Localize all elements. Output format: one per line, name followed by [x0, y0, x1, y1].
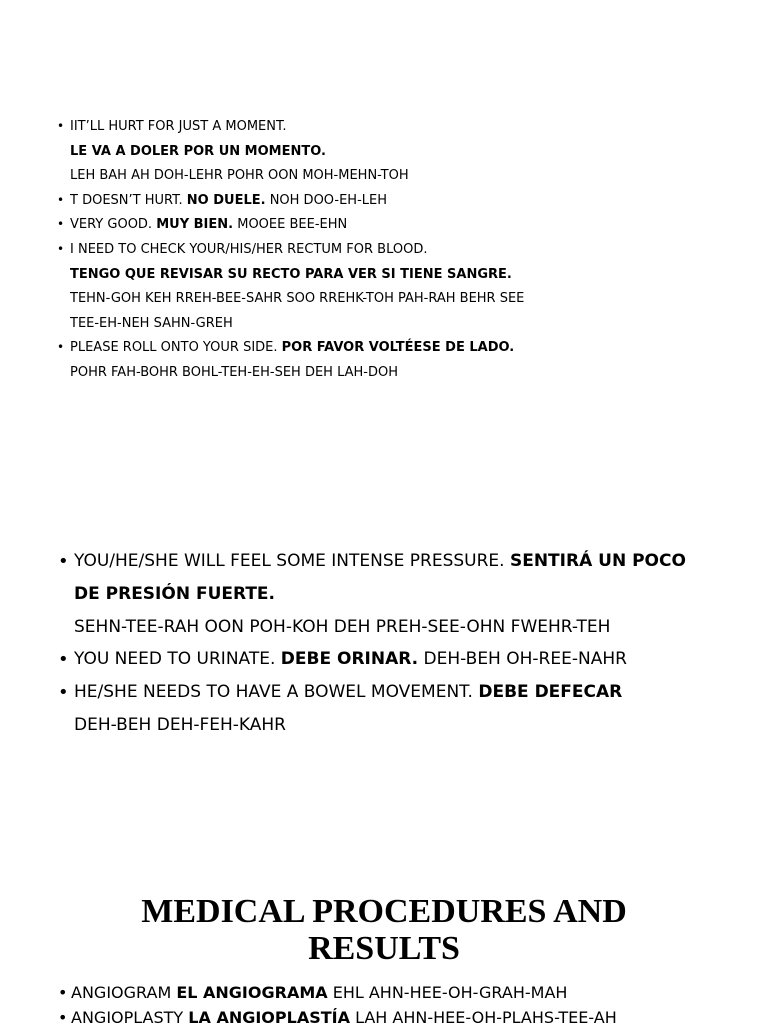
- bullet-line: [70, 120, 287, 133]
- line-text: ANGIOPLASTY: [71, 1008, 189, 1027]
- bullet-dot-icon: •: [57, 119, 65, 133]
- line-text: IIT’LL HURT FOR JUST A MOMENT.: [70, 119, 287, 134]
- bullet-line: [70, 243, 427, 256]
- bullet-line: [70, 366, 398, 379]
- line-text: VERY GOOD.: [70, 217, 157, 233]
- bullet-line: [71, 985, 567, 1001]
- bullet-line: [74, 684, 622, 701]
- bullet-line: [70, 194, 387, 207]
- bullet-dot-icon: •: [58, 682, 69, 704]
- bullet-line: [70, 292, 524, 305]
- spanish-text: DEBE DEFECAR: [478, 682, 623, 703]
- bullet-dot-icon: •: [57, 192, 65, 207]
- bullet-dot-icon: •: [57, 217, 65, 232]
- bullet-line: [70, 317, 233, 330]
- line-text: TEHN-GOH KEH RREH-BEE-SAHR SOO RREHK-TOH PAH-RAH BEHR SEE: [70, 291, 525, 307]
- spanish-text: MUY BIEN.: [156, 217, 234, 233]
- bullet-line: [70, 341, 514, 354]
- bullet-dot-icon: •: [58, 551, 69, 572]
- bullet-dot-icon: •: [58, 1008, 68, 1027]
- line-text: T DOESN’T HURT.: [70, 192, 187, 208]
- line-text: DEH-BEH DEH-FEH-KAHR: [74, 715, 286, 735]
- bullet-line: [74, 651, 627, 668]
- line-text: SEHN-TEE-RAH OON POH-KOH DEH PREH-SEE-OHN FWEHR-TEH: [74, 616, 611, 637]
- slide-title-text: MEDICAL PROCEDURES AND RESULTS: [141, 893, 627, 967]
- line-text: POHR FAH-BOHR BOHL-TEH-EH-SEH DEH LAH-DOH: [70, 365, 398, 380]
- bullet-line: [70, 268, 512, 281]
- bullet-line: [74, 553, 686, 570]
- line-text: HE/SHE NEEDS TO HAVE A BOWEL MOVEMENT.: [74, 682, 479, 703]
- line-text: LEH BAH AH DOH-LEHR POHR OON MOH-MEHN-TOH: [70, 168, 409, 184]
- spanish-text: DEBE ORINAR.: [280, 649, 419, 670]
- line-text: MOOEE BEE-EHN: [233, 217, 348, 233]
- bullet-dot-icon: •: [57, 242, 65, 256]
- bullet-dot-icon: •: [57, 340, 65, 355]
- bullet-line: [70, 145, 326, 158]
- spanish-text: NO DUELE.: [186, 192, 266, 208]
- line-text: I NEED TO CHECK YOUR/HIS/HER RECTUM FOR BLOOD.: [70, 242, 428, 257]
- bullet-line: [74, 717, 286, 734]
- spanish-text: TENGO QUE REVISAR SU RECTO PARA VER SI TIENE SANGRE.: [70, 266, 512, 282]
- spanish-text: LA ANGIOPLASTÍA: [188, 1008, 350, 1027]
- line-text: ANGIOGRAM: [71, 983, 177, 1002]
- line-text: YOU/HE/SHE WILL FEEL SOME INTENSE PRESSURE.: [74, 551, 510, 571]
- line-text: LAH AHN-HEE-OH-PLAHS-TEE-AH: [349, 1008, 617, 1027]
- line-text: TEE-EH-NEH SAHN-GREH: [70, 315, 233, 331]
- bullet-line: [74, 583, 275, 604]
- bullet-line: [70, 169, 409, 182]
- spanish-text: EL ANGIOGRAMA: [176, 983, 328, 1002]
- spanish-text: LE VA A DOLER POR UN MOMENTO.: [70, 143, 326, 159]
- slide-title: [0, 893, 768, 967]
- spanish-text: POR FAVOR VOLTÉESE DE LADO.: [281, 340, 515, 356]
- line-text: EHL AHN-HEE-OH-GRAH-MAH: [327, 983, 568, 1002]
- line-text: YOU NEED TO URINATE.: [74, 649, 281, 670]
- line-text: NOH DOO-EH-LEH: [265, 192, 387, 208]
- bullet-dot-icon: •: [58, 649, 69, 671]
- line-text: PLEASE ROLL ONTO YOUR SIDE.: [70, 340, 282, 356]
- bullet-dot-icon: •: [58, 983, 68, 1002]
- spanish-text: DE PRESIÓN FUERTE.: [74, 583, 275, 604]
- bullet-line: [74, 616, 611, 637]
- line-text: DEH-BEH OH-REE-NAHR: [418, 649, 627, 670]
- bullet-line: [70, 218, 347, 231]
- spanish-text: SENTIRÁ UN POCO: [509, 551, 686, 571]
